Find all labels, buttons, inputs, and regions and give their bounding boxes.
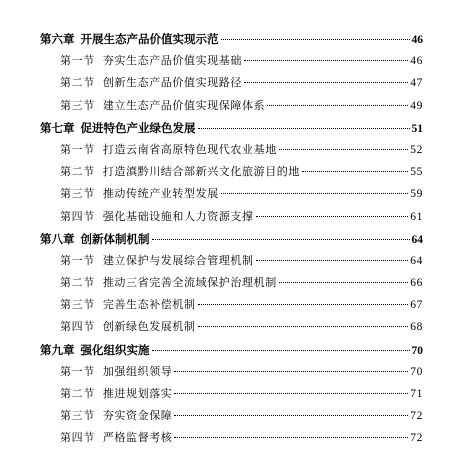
dot-leader: [152, 350, 410, 351]
section-title: 建立生态产品价值实现保障体系: [102, 98, 266, 112]
page-number: 72: [410, 432, 423, 445]
toc-chapter[interactable]: [40, 117, 423, 139]
toc-section[interactable]: [40, 206, 423, 228]
dot-leader: [302, 171, 408, 172]
page-number: 70: [410, 365, 423, 378]
page-number: 55: [410, 166, 423, 179]
dot-leader: [256, 260, 409, 261]
page-number: 49: [410, 99, 423, 112]
dot-leader: [256, 216, 409, 217]
page-number: 66: [410, 277, 423, 290]
dot-leader: [244, 60, 408, 61]
section-title: 打造云南省高原特色现代农业基地: [102, 142, 277, 156]
section-title: 强化基础设施和人力资源支撑: [102, 209, 254, 223]
page-number: 67: [410, 299, 423, 312]
section-number: 第一节: [60, 142, 95, 156]
section-title: 严格监督考核: [102, 431, 173, 445]
section-number: 第二节: [60, 165, 95, 179]
dot-leader: [267, 105, 408, 106]
page-number: 51: [411, 122, 423, 135]
dot-leader: [221, 193, 408, 194]
section-title: 推动三省完善全流域保护治理机制: [102, 276, 277, 290]
toc-section[interactable]: [40, 161, 423, 183]
section-number: 第一节: [60, 54, 95, 68]
page-number: 61: [410, 210, 423, 223]
toc-chapter[interactable]: [40, 28, 423, 50]
section-number: 第一节: [60, 364, 95, 378]
toc-section[interactable]: [40, 50, 423, 72]
toc-section[interactable]: [40, 383, 423, 405]
page-number: 46: [410, 55, 423, 68]
dot-leader: [174, 371, 408, 372]
section-number: 第二节: [60, 276, 95, 290]
section-number: 第三节: [60, 187, 95, 201]
chapter-number: 第九章: [40, 342, 75, 357]
section-number: 第二节: [60, 387, 95, 400]
table-of-contents: [40, 28, 423, 450]
dot-leader: [198, 326, 409, 327]
page-number: 71: [410, 388, 423, 400]
section-title: 建立保护与发展综合管理机制: [102, 253, 254, 267]
toc-section[interactable]: [40, 427, 423, 449]
section-title: 创新生态产品价值实现路径: [102, 76, 243, 90]
toc-section[interactable]: [40, 183, 423, 205]
section-number: 第三节: [60, 298, 95, 312]
section-number: 第三节: [60, 409, 95, 423]
dot-leader: [279, 149, 408, 150]
page-number: 46: [411, 34, 423, 46]
page-number: 68: [410, 321, 423, 334]
chapter-title: 开展生态产品价值实现示范: [80, 32, 219, 46]
chapter-number: 第六章: [40, 32, 75, 46]
toc-chapter[interactable]: [40, 339, 423, 361]
page-number: 47: [410, 77, 423, 90]
page-number: 64: [411, 233, 423, 246]
dot-leader: [174, 393, 408, 394]
section-number: 第二节: [60, 76, 95, 90]
toc-section[interactable]: [40, 250, 423, 272]
toc-section[interactable]: [40, 272, 423, 294]
dot-leader: [244, 82, 408, 83]
chapter-number: 第七章: [40, 120, 75, 135]
toc-section[interactable]: [40, 361, 423, 383]
toc-section[interactable]: [40, 405, 423, 427]
section-title: 创新绿色发展机制: [102, 320, 196, 334]
toc-section[interactable]: [40, 294, 423, 316]
section-title: 推进规划落实: [102, 387, 173, 400]
toc-section[interactable]: [40, 316, 423, 338]
page-number: 64: [410, 254, 423, 267]
page-number: 70: [411, 344, 423, 357]
section-title: 夯实资金保障: [102, 409, 173, 423]
dot-leader: [152, 239, 410, 240]
toc-section[interactable]: [40, 72, 423, 94]
section-title: 加强组织领导: [102, 364, 173, 378]
section-title: 推动传统产业转型发展: [102, 187, 219, 201]
chapter-title: 促进特色产业绿色发展: [80, 120, 196, 135]
chapter-number: 第八章: [40, 231, 75, 246]
dot-leader: [198, 128, 410, 129]
section-number: 第三节: [60, 98, 95, 112]
section-title: 夯实生态产品价值实现基础: [102, 54, 243, 68]
dot-leader: [198, 304, 409, 305]
section-number: 第四节: [60, 431, 95, 445]
chapter-title: 创新体制机制: [80, 231, 150, 246]
toc-section[interactable]: [40, 95, 423, 117]
page-number: 59: [410, 188, 423, 201]
section-number: 第四节: [60, 320, 95, 334]
section-number: 第四节: [60, 209, 95, 223]
section-title: 打造滇黔川结合部新兴文化旅游目的地: [102, 165, 301, 179]
dot-leader: [221, 39, 410, 40]
dot-leader: [174, 437, 408, 438]
section-title: 完善生态补偿机制: [102, 298, 196, 312]
dot-leader: [174, 415, 408, 416]
page-number: 52: [410, 143, 423, 156]
dot-leader: [279, 282, 408, 283]
toc-chapter[interactable]: [40, 228, 423, 250]
chapter-title: 强化组织实施: [80, 342, 150, 357]
toc-section[interactable]: [40, 139, 423, 161]
section-number: 第一节: [60, 253, 95, 267]
page-number: 72: [410, 410, 423, 423]
